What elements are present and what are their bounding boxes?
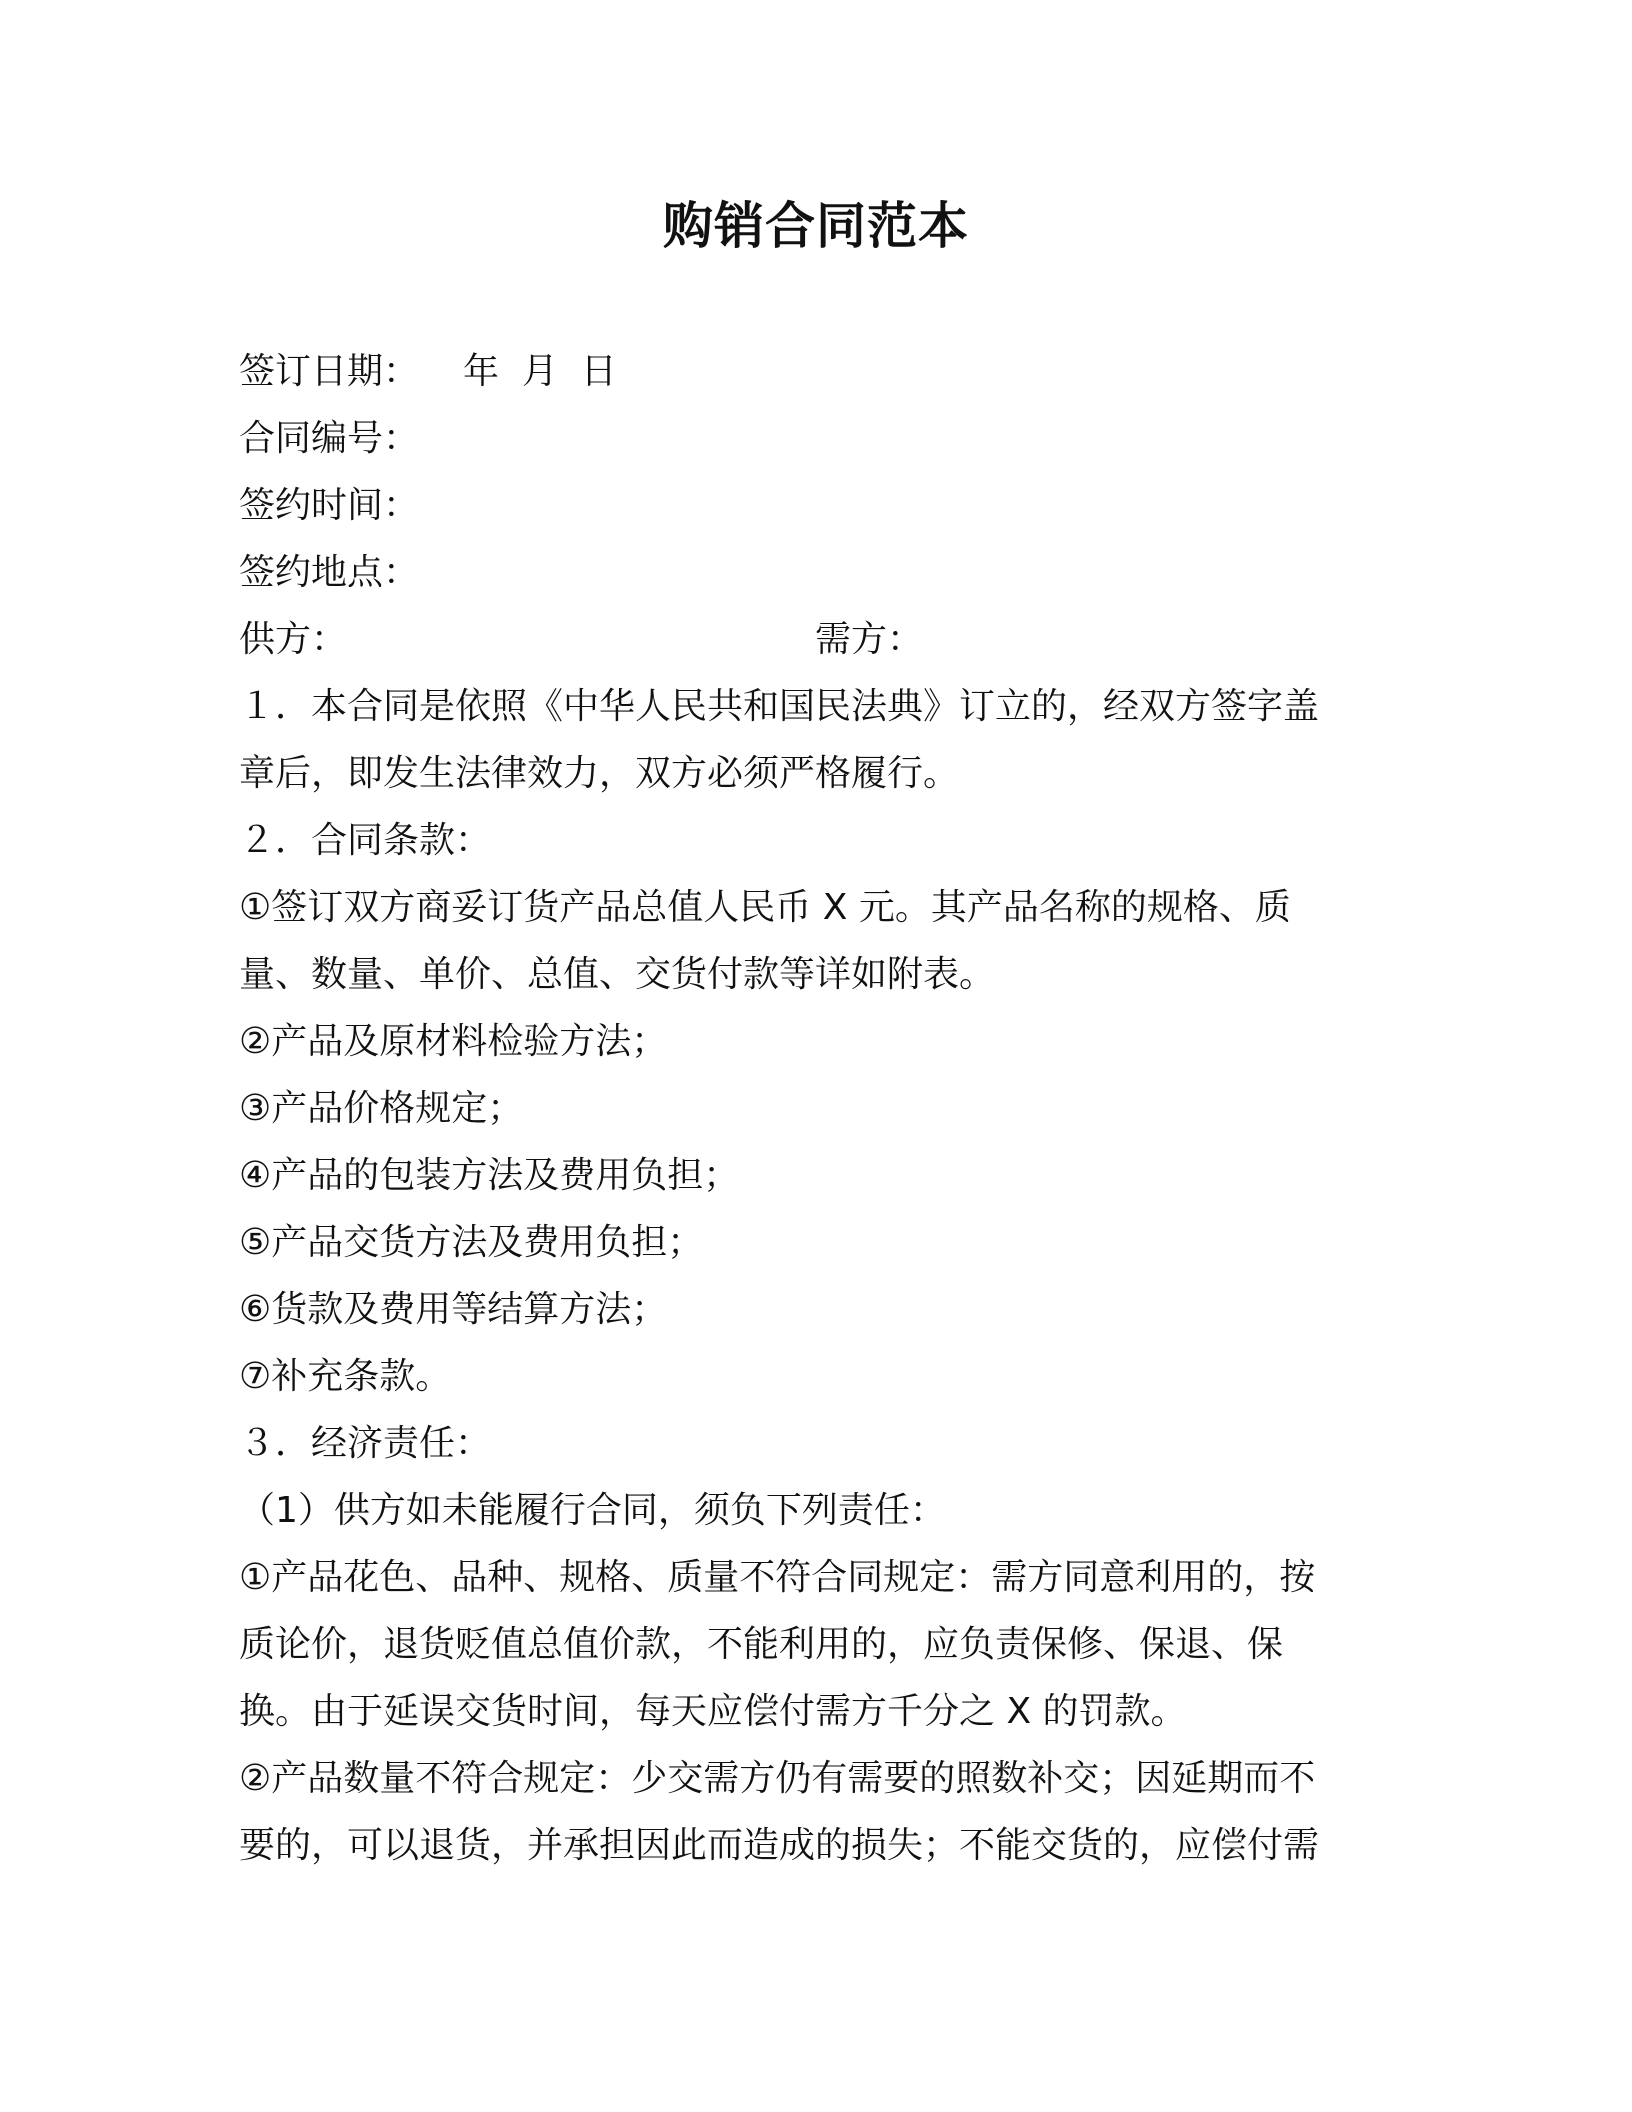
clause-3-item-1	[239, 1544, 1359, 1745]
sign-time-label: 签约时间：	[239, 485, 420, 526]
sign-place-row	[239, 539, 1379, 606]
buyer-label: 需方：	[815, 619, 924, 660]
sign-time-row	[239, 472, 1379, 539]
clause-3-item-2	[239, 1745, 1359, 1879]
clause-1-line-1: １．本合同是依照《中华人民共和国民法典》订立的，经双方签字盖	[239, 686, 1320, 727]
clause-3-sub-1: （1）供方如未能履行合同，须负下列责任：	[239, 1490, 946, 1531]
clause-2-item-1	[239, 874, 1359, 1008]
clause-2-item-1-line-1: ①签订双方商妥订货产品总值人民币 X 元。其产品名称的规格、质	[239, 887, 1291, 928]
document-body	[239, 338, 1379, 1879]
clause-2-item-7: ⑦补充条款。	[239, 1356, 452, 1397]
clause-2-heading: ２．合同条款：	[239, 820, 492, 861]
sign-date-label: 签订日期：	[239, 351, 420, 392]
clause-1-line-2: 章后，即发生法律效力，双方必须严格履行。	[239, 753, 960, 794]
clause-3-heading: ３．经济责任：	[239, 1423, 492, 1464]
clause-2-item-1-line-2: 量、数量、单价、总值、交货付款等详如附表。	[239, 954, 996, 995]
parties-row	[239, 606, 1379, 673]
clause-1	[239, 673, 1359, 807]
clause-3-item-1-line-1: ①产品花色、品种、规格、质量不符合同规定：需方同意利用的，按	[239, 1557, 1316, 1598]
contract-no-label: 合同编号：	[239, 418, 420, 459]
clause-2-item-5: ⑤产品交货方法及费用负担；	[239, 1222, 704, 1263]
clause-3-item-2-line-1: ②产品数量不符合规定：少交需方仍有需要的照数补交；因延期而不	[239, 1758, 1316, 1799]
clause-3-item-1-line-3: 换。由于延误交货时间，每天应偿付需方千分之 X 的罚款。	[239, 1691, 1187, 1732]
clause-2-item-6: ⑥货款及费用等结算方法；	[239, 1289, 668, 1330]
clause-3-item-2-line-2: 要的，可以退货，并承担因此而造成的损失；不能交货的，应偿付需	[239, 1825, 1320, 1866]
clause-3-item-1-line-2: 质论价，退货贬值总值价款，不能利用的，应负责保修、保退、保	[239, 1624, 1284, 1665]
clause-2-item-2: ②产品及原材料检验方法；	[239, 1021, 668, 1062]
document-title: 购销合同范本	[663, 197, 969, 255]
supplier-label: 供方：	[239, 619, 348, 660]
sign-date-value: 年 月 日	[463, 351, 617, 392]
sign-date-row	[239, 338, 1379, 405]
contract-no-row	[239, 405, 1379, 472]
clause-2-item-4: ④产品的包装方法及费用负担；	[239, 1155, 740, 1196]
sign-place-label: 签约地点：	[239, 552, 420, 593]
clause-2-item-3: ③产品价格规定；	[239, 1088, 524, 1129]
